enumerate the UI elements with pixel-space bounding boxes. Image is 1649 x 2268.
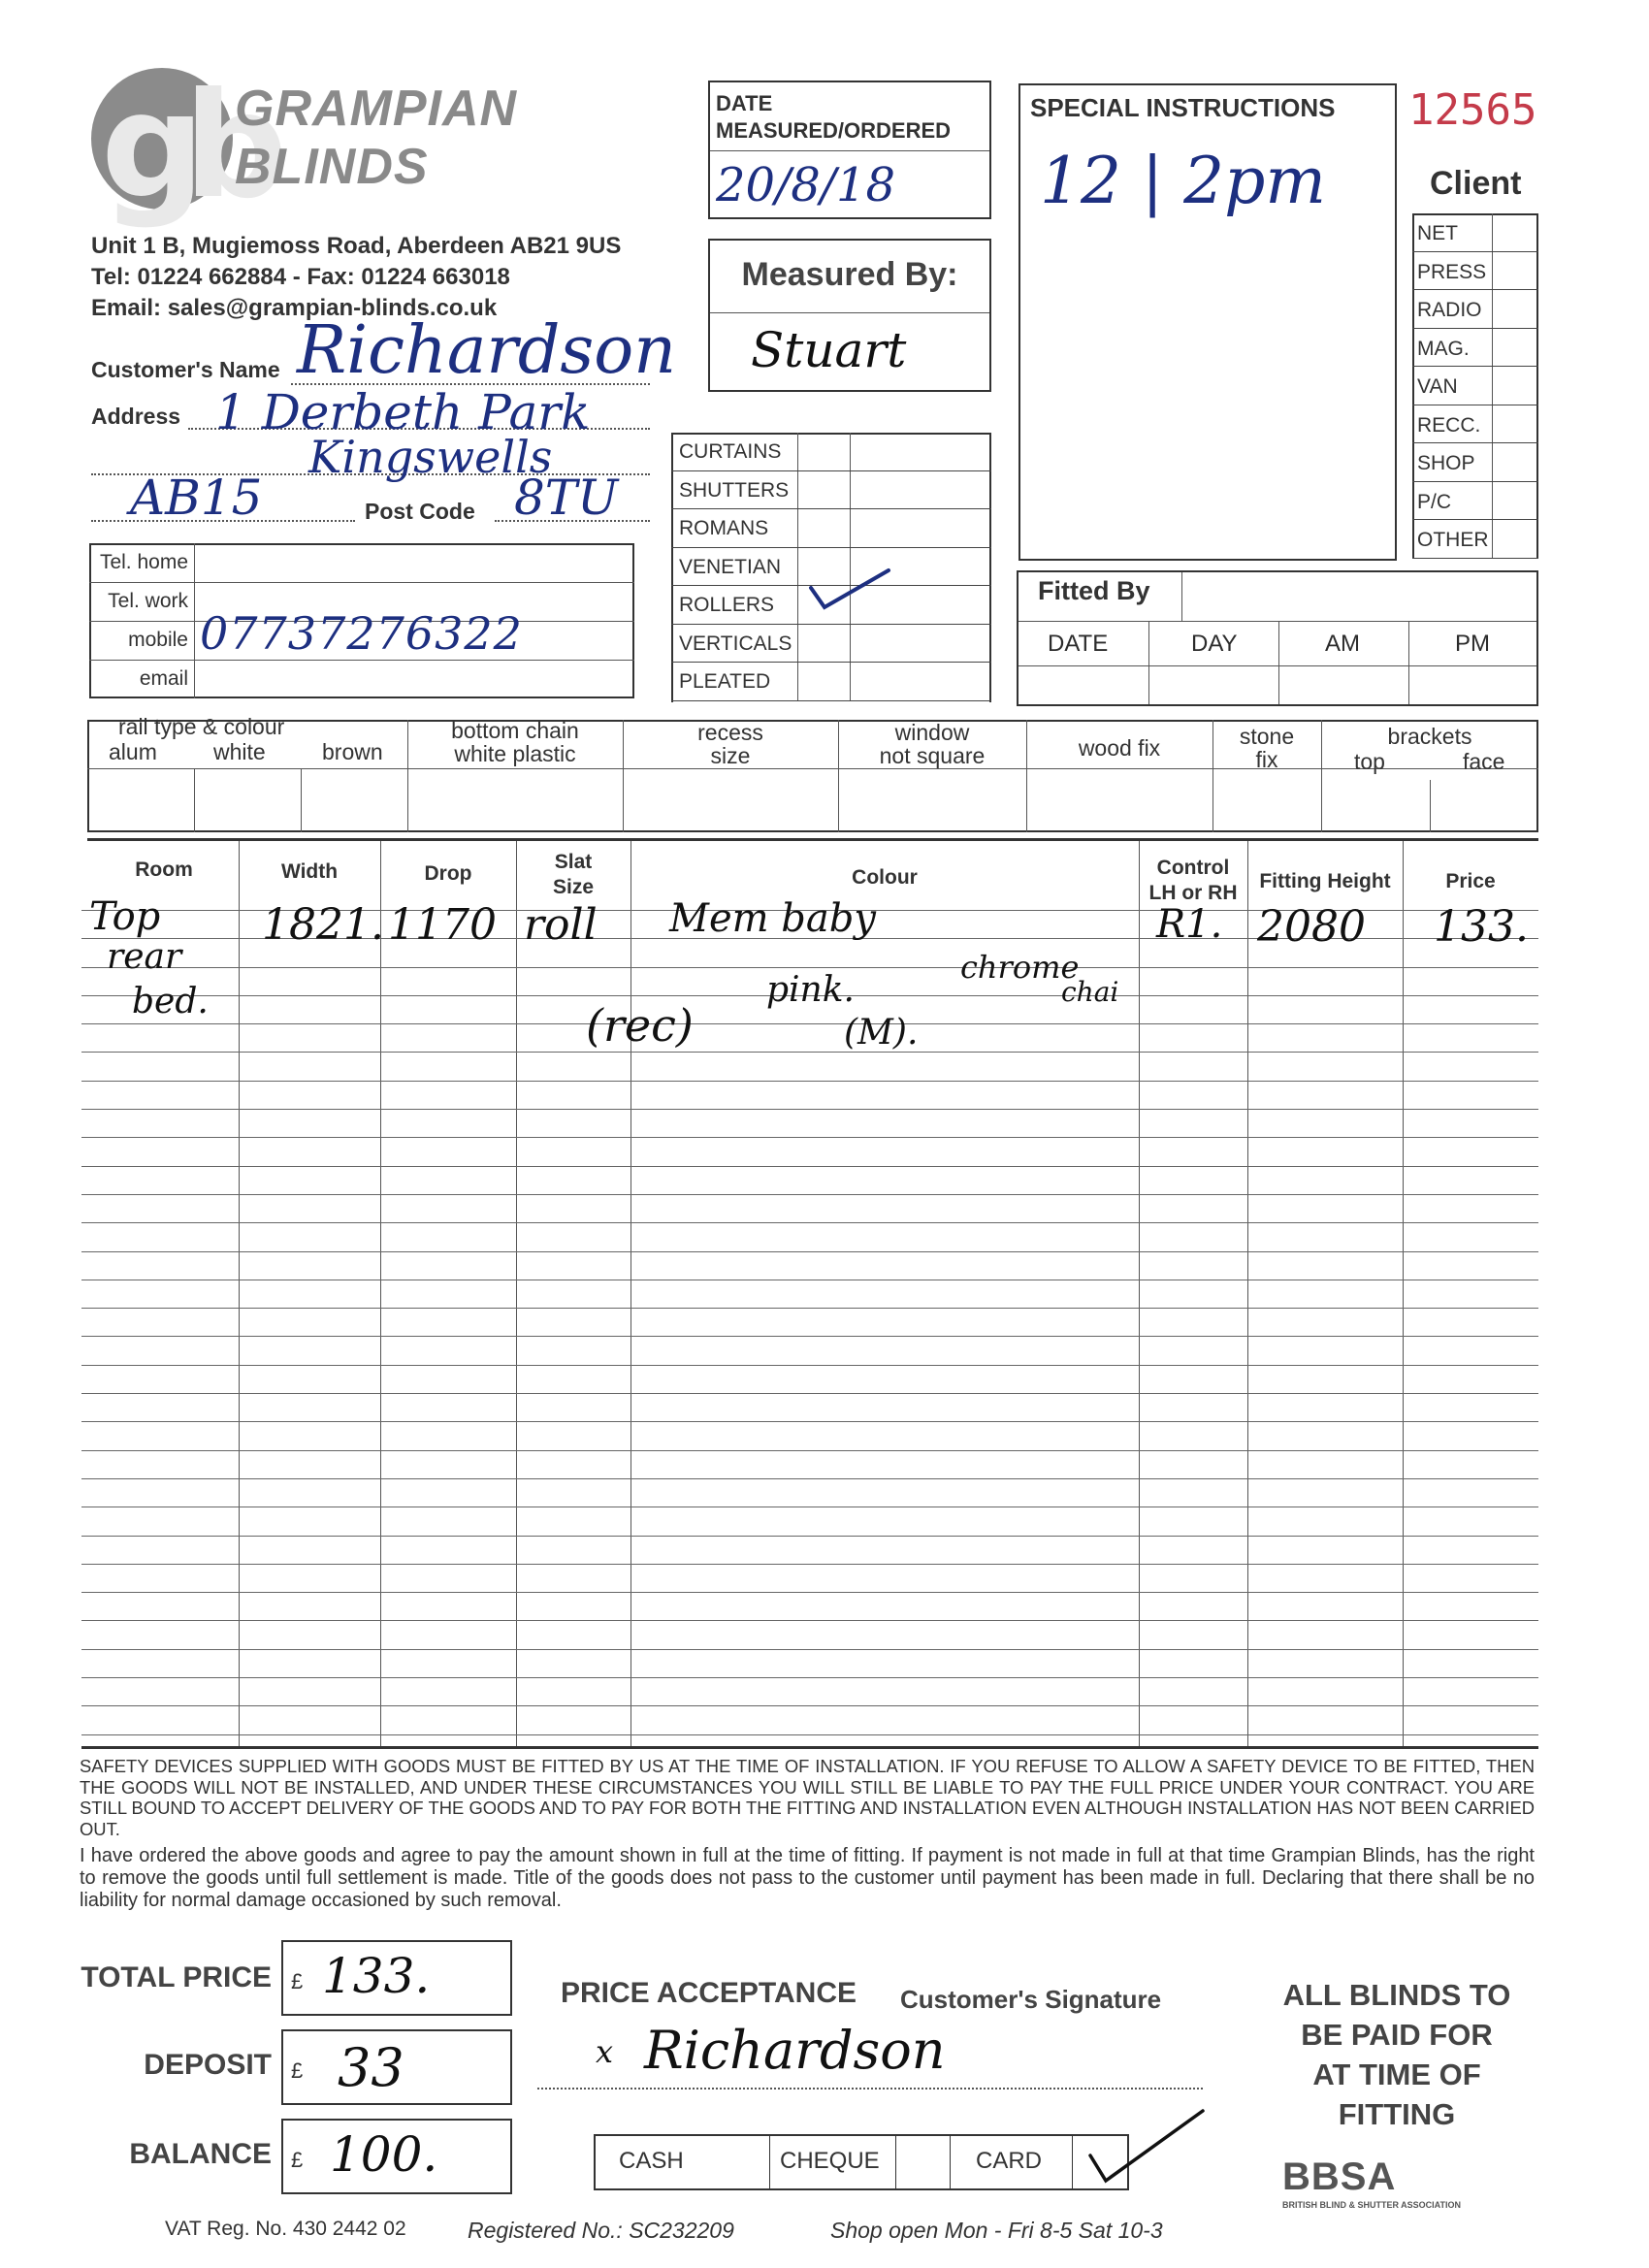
blind-type-label: SHUTTERS [679,478,790,502]
date-label-line2: MEASURED/ORDERED [716,118,952,143]
card-option[interactable]: CARD [976,2148,1043,2174]
cheque-option[interactable]: CHEQUE [780,2148,880,2174]
white-label: white [213,739,266,764]
client-option[interactable] [1412,443,1538,482]
table-bottom-rule [81,1746,1538,1749]
company-name-line1: GRAMPIAN [235,81,518,137]
blind-type-label: ROMANS [679,517,769,539]
price-acceptance-label: PRICE ACCEPTANCE [561,1977,857,2009]
special-instructions-box [1018,83,1397,561]
client-option[interactable] [1412,482,1538,521]
blind-type-label: PLEATED [679,670,771,693]
client-option-label: P/C [1417,490,1452,513]
address-line1[interactable]: 1 Derbeth Park [215,384,591,440]
row1-colour-5[interactable]: chrome [960,949,1080,986]
client-option-label: PRESS [1417,260,1487,283]
measured-by-box [708,239,991,392]
blind-type-label: VERTICALS [679,632,792,655]
registered-number: Registered No.: SC232209 [468,2218,734,2243]
phone-row-label: Tel. home [99,551,188,573]
mobile-value[interactable]: 07737276322 [200,607,523,660]
client-option[interactable] [1412,405,1538,444]
form-number: 12565 [1408,85,1537,135]
client-option-label: MAG. [1417,337,1470,360]
special-instructions-label: SPECIAL INSTRUCTIONS [1030,93,1336,122]
window-label-1: window [894,720,970,745]
client-option-label: SHOP [1417,452,1475,474]
blind-type-option[interactable] [671,433,991,471]
cash-option[interactable]: CASH [619,2148,684,2174]
bottom-chain-label-2: white plastic [454,741,576,766]
brackets-label: brackets [1387,724,1472,749]
total-price-value[interactable]: 133. [322,1948,431,2004]
client-label: Client [1430,165,1522,202]
blind-type-option[interactable] [671,625,991,664]
bbsa-caption: BRITISH BLIND & SHUTTER ASSOCIATION [1282,2200,1461,2210]
row1-colour-6[interactable]: chai [1061,976,1119,1008]
postcode-value[interactable]: 8TU [514,470,619,526]
bottom-chain-label-1: bottom chain [451,718,579,743]
deposit-box[interactable]: £ 33 [281,2029,512,2105]
address-line2[interactable]: Kingswells [308,431,553,483]
header-room: Room [135,859,193,881]
header-drop: Drop [424,862,472,885]
recess-label-2: size [710,743,751,768]
wood-fix-label: wood fix [1078,735,1161,761]
row1-control[interactable]: R1. [1156,902,1223,947]
row1-colour-3[interactable]: pink. [766,970,856,1010]
logo-letters: gb [101,62,267,231]
client-option[interactable] [1412,520,1538,559]
header-fitting-height: Fitting Height [1259,870,1391,892]
client-option[interactable] [1412,290,1538,329]
customer-signature-label: Customer's Signature [900,1985,1162,2014]
postcode-label: Post Code [365,499,475,524]
blind-type-label: VENETIAN [679,555,782,578]
address-label: Address [91,404,181,429]
client-option[interactable] [1412,329,1538,368]
address-line3[interactable]: AB15 [130,470,263,526]
window-label-2: not square [879,743,986,768]
stone-label-2: fix [1255,747,1278,772]
client-option[interactable] [1412,367,1538,405]
blind-type-label: ROLLERS [679,594,775,616]
deposit-value[interactable]: 33 [338,2037,404,2098]
date-box [708,81,991,219]
header-slat-2: Size [552,876,595,898]
header-price: Price [1445,870,1496,892]
brackets-face-label: face [1463,749,1505,774]
header-colour: Colour [852,866,918,889]
fitted-by-label: Fitted By [1038,576,1150,605]
row1-drop[interactable]: 1170 [388,900,497,950]
phone-row-label: Tel. work [108,590,188,612]
brackets-top-label: top [1354,749,1385,774]
blind-type-option[interactable] [671,509,991,548]
fitted-pm-label: PM [1455,631,1490,657]
header-width: Width [280,860,339,883]
row1-slat[interactable]: roll [524,900,598,950]
alum-label: alum [109,739,157,764]
company-name-line2: BLINDS [235,139,429,195]
payment-notice: ALL BLINDS TO BE PAID FOR AT TIME OF FITTING [1282,1978,1511,2131]
client-option-label: NET [1417,222,1458,244]
customer-name-value[interactable]: Richardson [297,312,677,389]
rollers-check-icon [805,565,892,617]
header-slat-1: Slat [554,851,593,873]
total-price-box[interactable]: £ 133. [281,1940,512,2016]
total-price-label: TOTAL PRICE [81,1961,272,1993]
signature-mark: x [596,2033,614,2070]
row1-colour-1[interactable]: Mem baby [669,896,876,941]
deposit-label: DEPOSIT [144,2049,272,2081]
client-option-label: VAN [1417,375,1458,398]
brown-label: brown [322,739,383,764]
blind-type-label: CURTAINS [679,440,782,463]
client-option-label: RECC. [1417,413,1481,437]
company-tel: Tel: 01224 662884 - Fax: 01224 663018 [91,264,510,290]
row1-colour-2[interactable]: (rec) [586,999,694,1052]
company-email: Email: sales@grampian-blinds.co.uk [91,295,498,321]
date-label-line1: DATE [716,91,773,115]
table-top-rule [87,838,1538,841]
vat-number: VAT Reg. No. 430 2442 02 [165,2218,406,2240]
card-check-icon [1083,2101,1209,2188]
row1-fitting-height[interactable]: 2080 [1257,902,1366,952]
customer-signature[interactable]: Richardson [644,2020,946,2081]
customer-name-label: Customer's Name [91,357,280,382]
rail-type-label: rail type & colour [118,714,285,739]
row1-colour-4[interactable]: (M). [844,1013,919,1053]
client-option[interactable] [1412,252,1538,291]
row1-room-3[interactable]: bed. [132,982,209,1021]
special-instructions-value[interactable]: 12 | 2pm [1040,144,1327,218]
phone-row-label: mobile [128,629,188,651]
balance-value[interactable]: 100. [330,2126,438,2183]
fitted-day-label: DAY [1191,631,1238,657]
blind-type-option[interactable] [671,471,991,510]
bbsa-logo: BBSA [1282,2155,1397,2198]
client-option[interactable] [1412,213,1538,252]
stone-label-1: stone [1239,724,1295,749]
client-option-label: RADIO [1417,299,1482,321]
agreement-terms: I have ordered the above goods and agree to pay the amount shown in full at the time of fitting. If payment is not made in full at that time Grampian Blinds, has the right to remove the goods until full settlement is made. Title of the goods does not pass to the customer until payment has been made in full. Declaring that there shall be no liability for normal damage occasioned by such removal. [80,1845,1535,1911]
fitted-am-label: AM [1325,631,1360,657]
header-control-2: LH or RH [1148,882,1238,904]
company-address: Unit 1 B, Mugiemoss Road, Aberdeen AB21 9US [91,233,622,259]
blind-type-option[interactable] [671,663,991,701]
recess-label-1: recess [697,720,763,745]
header-control-1: Control [1156,857,1230,879]
measured-by-label: Measured By: [741,256,958,293]
row1-room-2[interactable]: rear [107,937,182,977]
fitted-by-box [1017,570,1538,706]
client-option-label: OTHER [1417,529,1489,551]
row1-width[interactable]: 1821. [262,900,384,950]
row1-room-1[interactable]: Top [89,894,161,939]
shop-hours: Shop open Mon - Fri 8-5 Sat 10-3 [830,2218,1163,2243]
measured-by-value[interactable]: Stuart [751,322,907,378]
fitted-date-label: DATE [1048,631,1109,657]
date-value[interactable]: 20/8/18 [716,158,896,212]
row1-price[interactable]: 133. [1434,902,1529,952]
safety-terms: SAFETY DEVICES SUPPLIED WITH GOODS MUST BE FITTED BY US AT THE TIME OF INSTALLATION. IF YOU REFUSE TO ALLOW A SAFETY DEVICE TO BE FITTED, THEN THE GOODS WILL NOT BE INSTALLED, AND UNDER THESE CIRCUMSTANCES YOU WILL STILL BE LIABLE TO PAY THE FULL PRICE UNDER YOUR CONTRACT. YOU ARE STILL BOUND TO ACCEPT DELIVERY OF THE GOODS AND TO PAY FOR BOTH THE FITTING AND INSTALLATION EVEN ALTHOUGH INSTALLATION HAS NOT BEEN CARRIED OUT. [80,1756,1535,1839]
balance-label: BALANCE [129,2138,272,2170]
phone-row-label: email [139,667,188,690]
balance-box[interactable]: £ 100. [281,2119,512,2194]
